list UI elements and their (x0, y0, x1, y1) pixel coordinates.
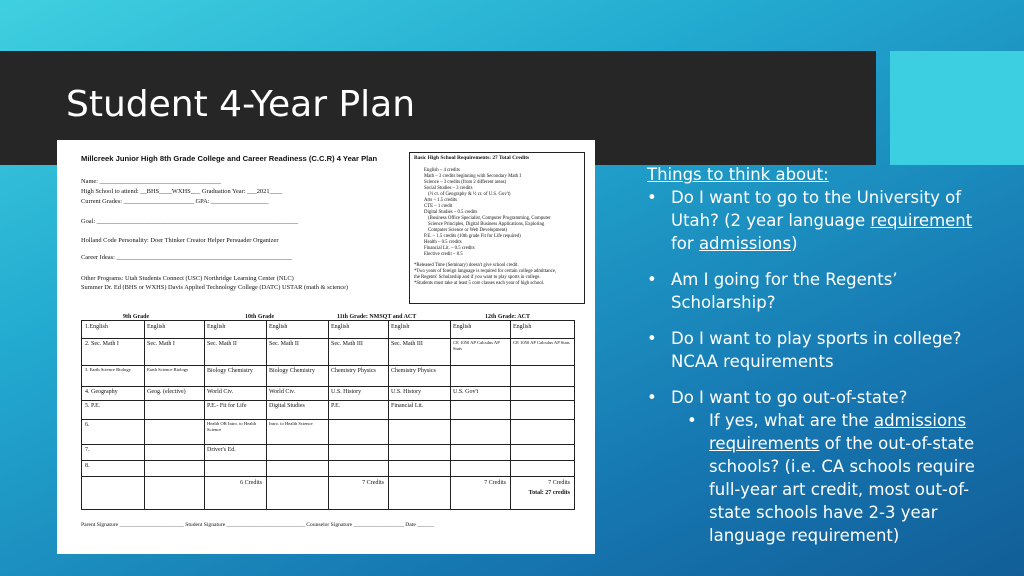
grade-header-11: 11th Grade: NMSQT and ACT (337, 314, 417, 320)
req-item: Computer Science or Web Development) (428, 228, 507, 233)
grid-cell: Sec. Math III (391, 341, 423, 347)
accent-box (890, 51, 1024, 165)
grade-header-12: 12th Grade: ACT (485, 314, 530, 320)
bullet-dot: • (647, 388, 657, 407)
grid-cell: P.E.- Fit for Life (207, 403, 247, 409)
grid-cell: Intro. to Health Science (269, 421, 313, 426)
grid-cell: Chemistry Physics (391, 368, 436, 374)
credits-cell: 7 Credits (484, 480, 506, 486)
credits-cell: 7 Credits (362, 480, 384, 486)
grid-row-line (82, 419, 574, 420)
signature-line: Parent Signature _______________________ Student Signature ____________________________ Counselor Signature __________________ Date ______ (81, 522, 435, 528)
grid-cell: English (331, 324, 350, 330)
field-career: Career Ideas: _______________________________________________________ (81, 254, 293, 261)
grid-cell: Sec. Math I (147, 341, 175, 347)
grid-cell: Sec. Math II (207, 341, 237, 347)
grid-cell: 1.English (85, 324, 108, 330)
credits-cell: 6 Credits (240, 480, 262, 486)
grid-cell: Chemistry Physics (331, 368, 376, 374)
plan-grid (81, 320, 575, 510)
admissions-link[interactable]: admissions (698, 234, 792, 253)
document-title: Millcreek Junior High 8th Grade College and Career Readiness (C.C.R) 4 Year Plan (81, 154, 378, 163)
admissions-link-2[interactable]: admissions (873, 411, 967, 430)
grid-cell: Sec. Math III (331, 341, 363, 347)
grid-row-line (82, 444, 574, 445)
slide-title: Student 4-Year Plan (66, 84, 416, 125)
sub-bullet-admissions: • If yes, what are the admissions requirements of the out-of-state schools? (i.e. CA schools require full-year art credit, most out-of-state schools have 2-3 year language requirement) (687, 411, 975, 545)
grid-row-line (82, 476, 574, 477)
grid-cell: Biology Chemistry (207, 368, 253, 374)
grid-cell: 3. Earth Science Biology (85, 367, 131, 372)
grid-cell: Biology Chemistry (269, 368, 315, 374)
notes-panel (647, 163, 997, 547)
grid-cell: U.S. History (331, 389, 362, 395)
grid-cell: Health OR Intro. to Health Science (207, 421, 257, 432)
req-item: Science – 3 credits (from 2 different areas) (424, 180, 507, 185)
grid-row-line (82, 386, 574, 387)
field-name: Name: ______________________________________ (81, 178, 222, 185)
grid-row-line (82, 400, 574, 401)
bullet-utah: • Do I want to go to the University of Utah? (2 year language requirement for admissions) (647, 188, 973, 253)
grid-cell: CE 1050 AP Calculus AP Stats (453, 340, 500, 351)
grid-cell: Financial Lit. (391, 403, 424, 409)
req-item: P.E. – 1.5 credits (10th grade Fit for Life required) (424, 234, 521, 239)
bullet-dot: • (647, 329, 657, 348)
grid-row-line (82, 365, 574, 366)
bullet-dot: • (647, 270, 657, 289)
grid-cell: 6. (85, 422, 90, 428)
notes-heading: Things to think about: (647, 165, 829, 184)
grid-cell: English (391, 324, 410, 330)
requirements-box (409, 152, 585, 304)
req-item: Social Studies – 3 credits (424, 186, 473, 191)
req-item: CTE – 1 credit (424, 204, 453, 209)
grid-cell: Driver's Ed. (207, 447, 236, 453)
bullet-regents: • Am I going for the Regents’ Scholarship? (647, 270, 898, 312)
grid-row-line (82, 338, 574, 339)
req-item: (½ cr. of Geography & ½ cr. of U.S. Gov't) (428, 192, 511, 197)
field-grades: Current Grades: ______________________ GPA: __________________ (81, 198, 269, 205)
grid-cell: 4. Geography (85, 389, 118, 395)
plan-document-image (57, 140, 595, 554)
req-item: Science Principles, Digital Business Applications, Exploring (428, 222, 545, 227)
grid-cell: P.E. (331, 403, 341, 409)
bullet-sports: • Do I want to play sports in college? NCAA requirements (647, 329, 962, 371)
req-item: English – 4 credits (424, 168, 460, 173)
grid-cell: Digital Studies (269, 403, 305, 409)
total-credits: Total: 27 credits (528, 490, 570, 496)
grid-cell: English (453, 324, 472, 330)
req-item: (Business Office Specialist, Computer Programming, Computer (428, 216, 551, 221)
grid-cell: 2. Sec. Math I (85, 341, 119, 347)
bullet-out-of-state: • Do I want to go out-of-state? (647, 388, 908, 407)
grid-cell: 7. (85, 447, 90, 453)
req-item: Arts – 1.5 credits (424, 198, 458, 203)
req-note: *Released Time (Seminary) doesn't give school credit. (414, 263, 519, 268)
field-school: High School to attend: __BHS____WXHS___ Graduation Year: ___2021____ (81, 188, 283, 195)
grid-cell: English (269, 324, 288, 330)
grid-cell: Sec. Math II (269, 341, 299, 347)
req-note: *Two years of foreign language is required for certain college admittance, (414, 269, 557, 274)
grid-row-line (82, 460, 574, 461)
grid-cell: U.S. History (391, 389, 422, 395)
grid-cell: 5. P.E. (85, 403, 101, 409)
grid-cell: Earth Science Biology (147, 367, 189, 372)
field-goal: Goal: _______________________________________________________________ (81, 218, 299, 225)
requirement-link[interactable]: requirement (870, 211, 973, 230)
requirements-link[interactable]: requirements (709, 434, 820, 453)
req-item: Elective credit – 8.5 (424, 252, 463, 257)
req-item: Financial Lit. – 0.5 credits (424, 246, 475, 251)
grid-cell: English (147, 324, 166, 330)
grid-cell: English (207, 324, 226, 330)
field-holland: Holland Code Personality: Doer Thinker Creator Helper Persuader Organizer (81, 237, 279, 244)
req-item: Math – 3 credits beginning with Secondary Math I (424, 174, 521, 179)
req-note: *Students must take at least 5 core classes each year of high school. (414, 281, 545, 286)
grade-header-9: 9th Grade (123, 314, 150, 320)
credits-cell: 7 Credits (548, 480, 570, 486)
req-item: Health – 0.5 credits (424, 240, 462, 245)
grid-cell: U.S. Gov't (453, 389, 479, 395)
grid-cell: 8. (85, 463, 90, 469)
grade-header-10: 10th Grade (245, 314, 275, 320)
req-note: the Regents' Scholarship and if you want to play sports in college. (414, 275, 541, 280)
grid-cell: Geog. (elective) (147, 389, 186, 395)
requirements-heading: Basic High School Requirements: 27 Total Credits (414, 155, 530, 161)
sub-bullet-dot: • (687, 411, 697, 430)
field-programs-2: Summer Dr. Ed (BHS or WXHS) Davis Applied Technology College (DATC) USTAR (math & science) (81, 284, 348, 291)
grid-cell: English (513, 324, 532, 330)
grid-cell: World Civ. (269, 389, 296, 395)
req-item: Digital Studies – 0.5 credits (424, 210, 478, 215)
bullet-dot: • (647, 188, 657, 207)
grid-cell: CE 1050 AP Calculus AP Stats (513, 340, 570, 345)
field-programs-1: Other Programs: Utah Students Connect (USC) Northridge Learning Center (NLC) (81, 275, 294, 282)
grid-cell: World Civ. (207, 389, 234, 395)
